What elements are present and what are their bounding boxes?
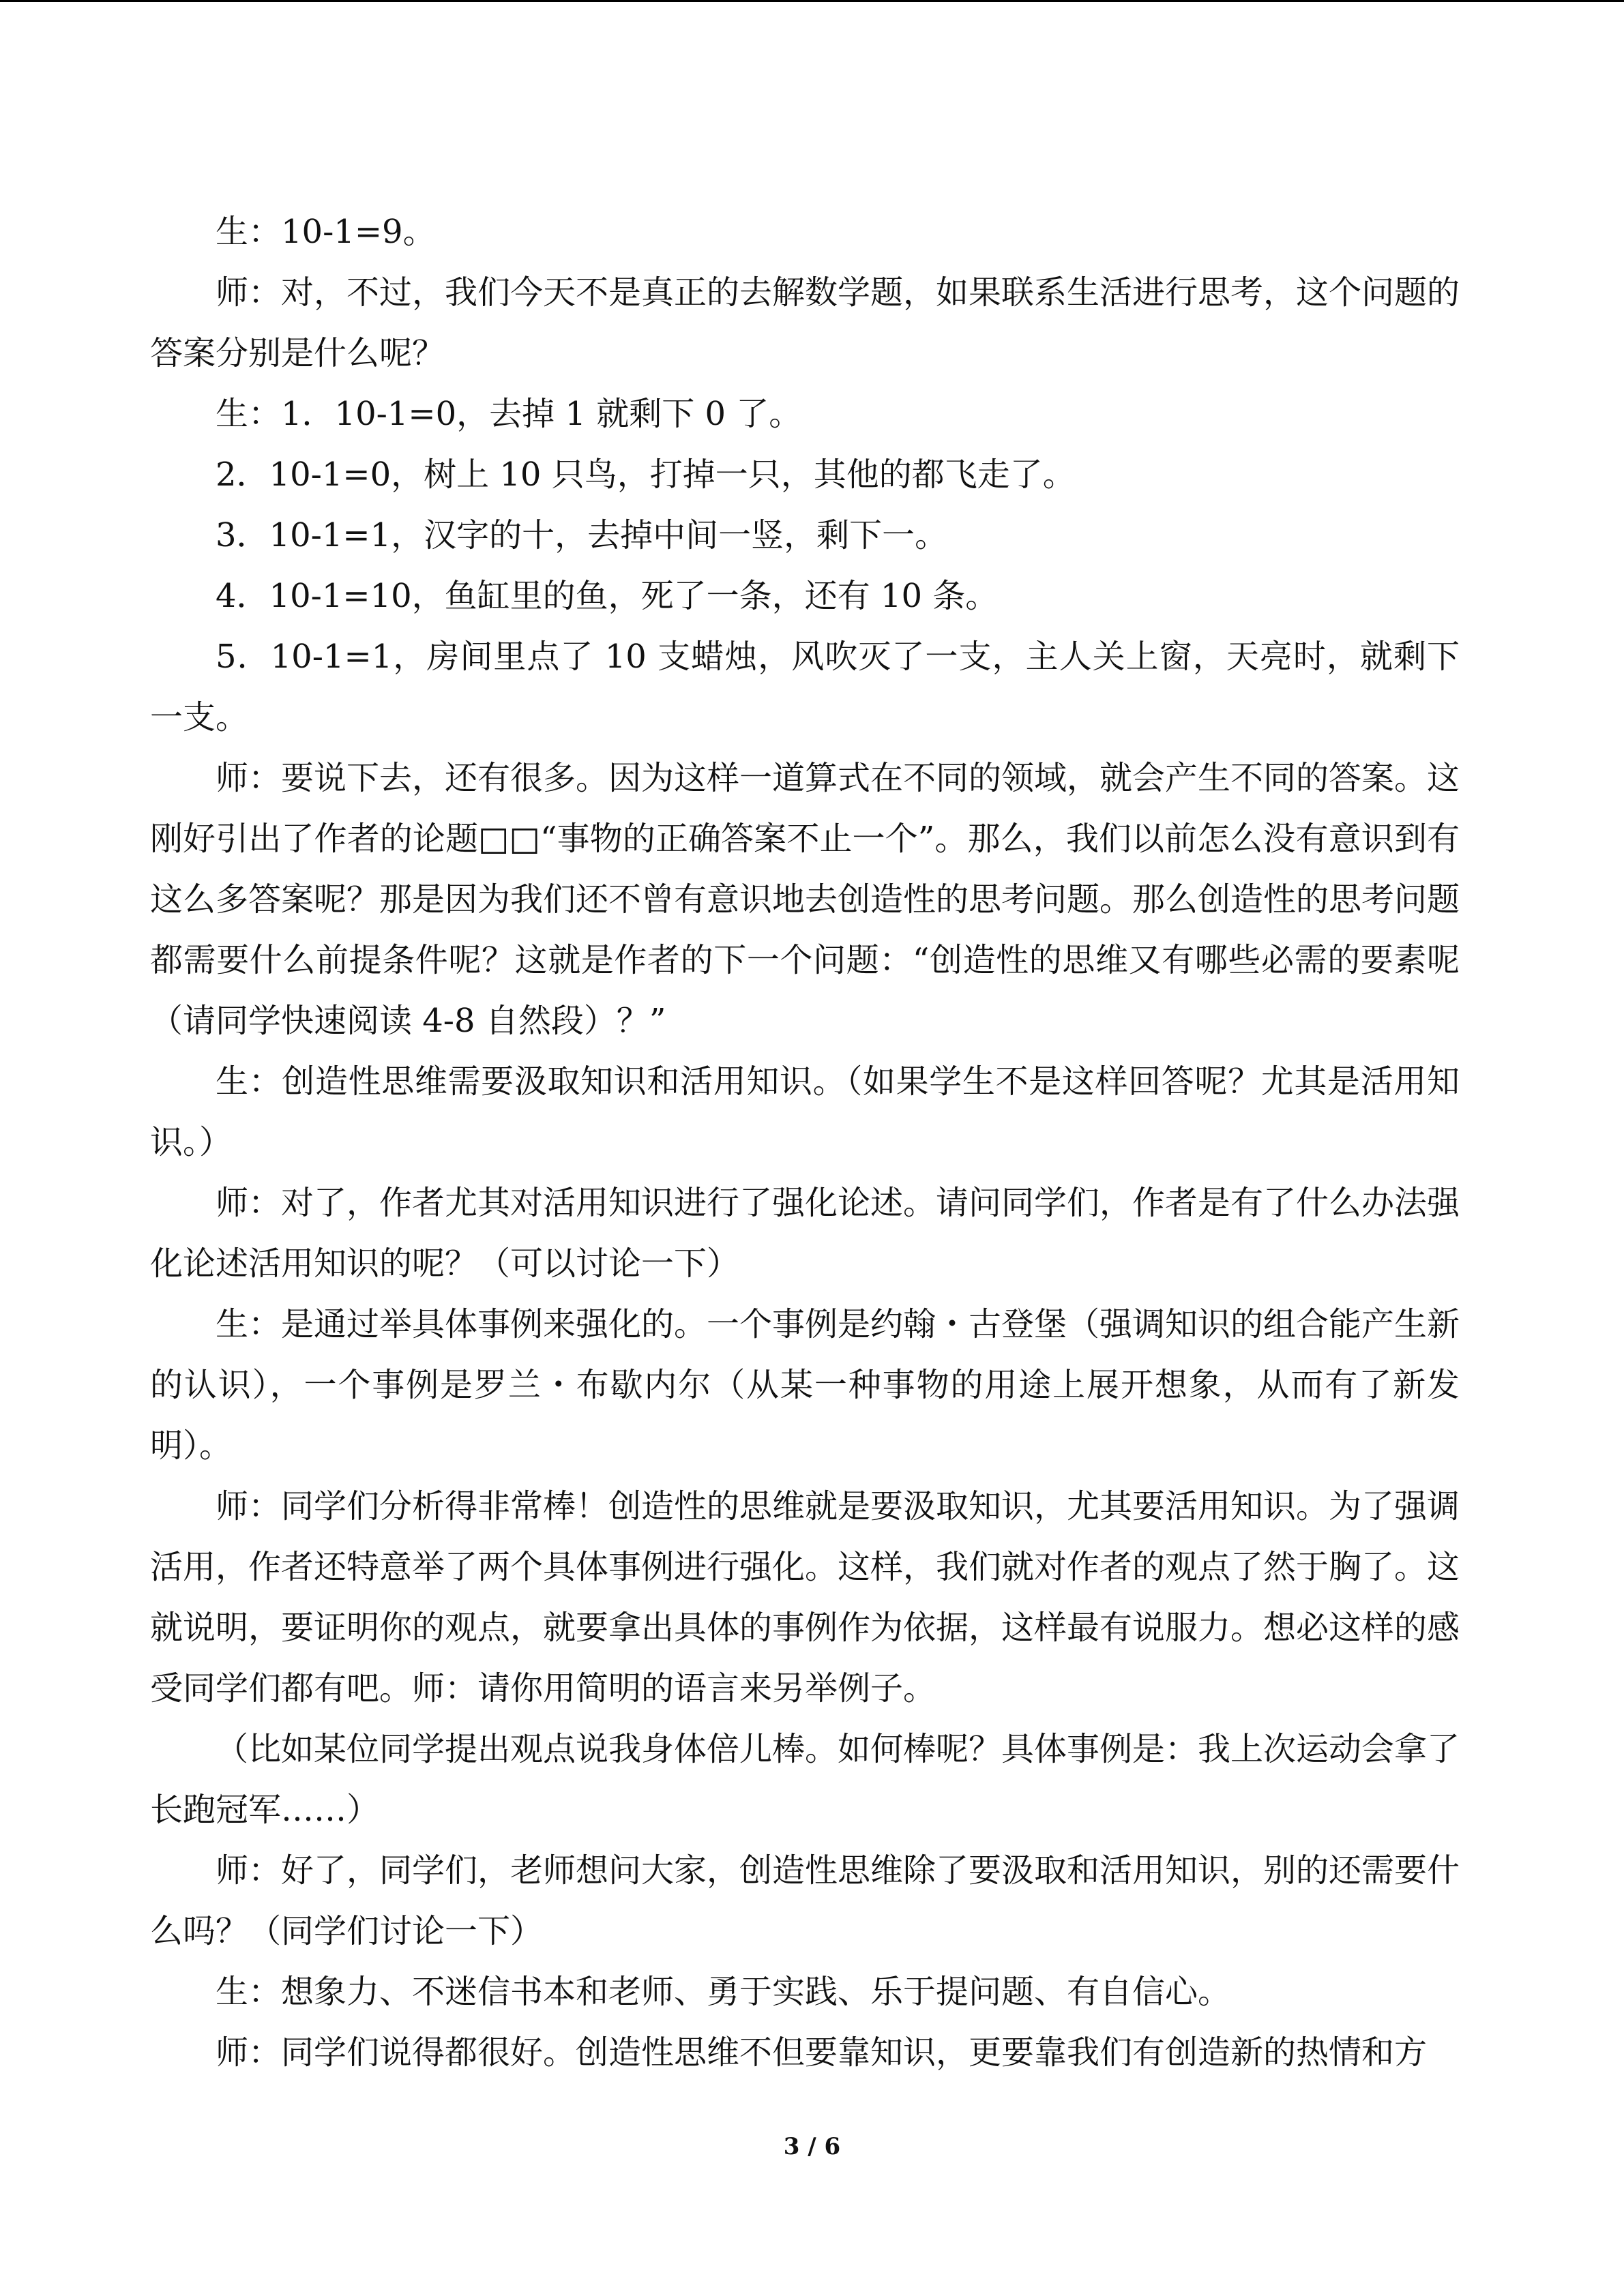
paragraph: 5．10-1=1，房间里点了 10 支蜡烛，风吹灭了一支，主人关上窗，天亮时，就剩下一支。	[150, 638, 1460, 736]
paragraph: 师：要说下去，还有很多。因为这样一道算式在不同的领域，就会产生不同的答案。这刚好引出了作者的论题□□“事物的正确答案不止一个”。那么，我们以前怎么没有意识到有这么多答案呢？那是因为我们还不曾有意识地去创造性的思考问题。那么创造性的思考问题都需要什么前提条件呢？这就是作者的下一个问题：“创造性的思维又有哪些必需的要素呢（请同学快速阅读 4-8 自然段）？”	[150, 759, 1460, 1040]
paragraph: 生：创造性思维需要汲取知识和活用知识。（如果学生不是这样回答呢？尤其是活用知识。）	[150, 1062, 1460, 1161]
paragraph: 师：同学们说得都很好。创造性思维不但要靠知识，更要靠我们有创造新的热情和方	[216, 2033, 1428, 2072]
paragraph: 生：1．10-1=0，去掉 1 就剩下 0 了。	[216, 395, 802, 433]
paragraph: 师：对了，作者尤其对活用知识进行了强化论述。请问同学们，作者是有了什么办法强化论述活用知识的呢？（可以讨论一下）	[150, 1184, 1460, 1283]
page-number: 3 / 6	[783, 2133, 841, 2160]
paragraph: 生：10-1=9。	[216, 213, 436, 251]
paragraph: （比如某位同学提出观点说我身体倍儿棒。如何棒呢？具体事例是：我上次运动会拿了长跑冠军……）	[150, 1730, 1460, 1829]
paragraph: 生：想象力、不迷信书本和老师、勇于实践、乐于提问题、有自信心。	[216, 1973, 1231, 2011]
top-border-rule	[0, 0, 1624, 2]
paragraph: 生：是通过举具体事例来强化的。一个事例是约翰・古登堡（强调知识的组合能产生新的认识），一个事例是罗兰・布歇内尔（从某一种事物的用途上展开想象，从而有了新发明）。	[150, 1305, 1460, 1465]
paragraph: 3．10-1=1，汉字的十，去掉中间一竖，剩下一。	[216, 516, 948, 554]
paragraph: 师：对，不过，我们今天不是真正的去解数学题，如果联系生活进行思考，这个问题的答案分别是什么呢？	[150, 273, 1460, 372]
paragraph: 2．10-1=0，树上 10 只鸟，打掉一只，其他的都飞走了。	[216, 456, 1076, 494]
paragraph: 4．10-1=10，鱼缸里的鱼，死了一条，还有 10 条。	[216, 577, 999, 615]
paragraph: 师：同学们分析得非常棒！创造性的思维就是要汲取知识，尤其要活用知识。为了强调活用，作者还特意举了两个具体事例进行强化。这样，我们就对作者的观点了然于胸了。这就说明，要证明你的观点，就要拿出具体的事例作为依据，这样最有说服力。想必这样的感受同学们都有吧。师：请你用简明的语言来另举例子。	[150, 1487, 1460, 1708]
paragraph: 师：好了，同学们，老师想问大家，创造性思维除了要汲取和活用知识，别的还需要什么吗？（同学们讨论一下）	[150, 1851, 1460, 1950]
document-body	[150, 202, 1460, 2083]
